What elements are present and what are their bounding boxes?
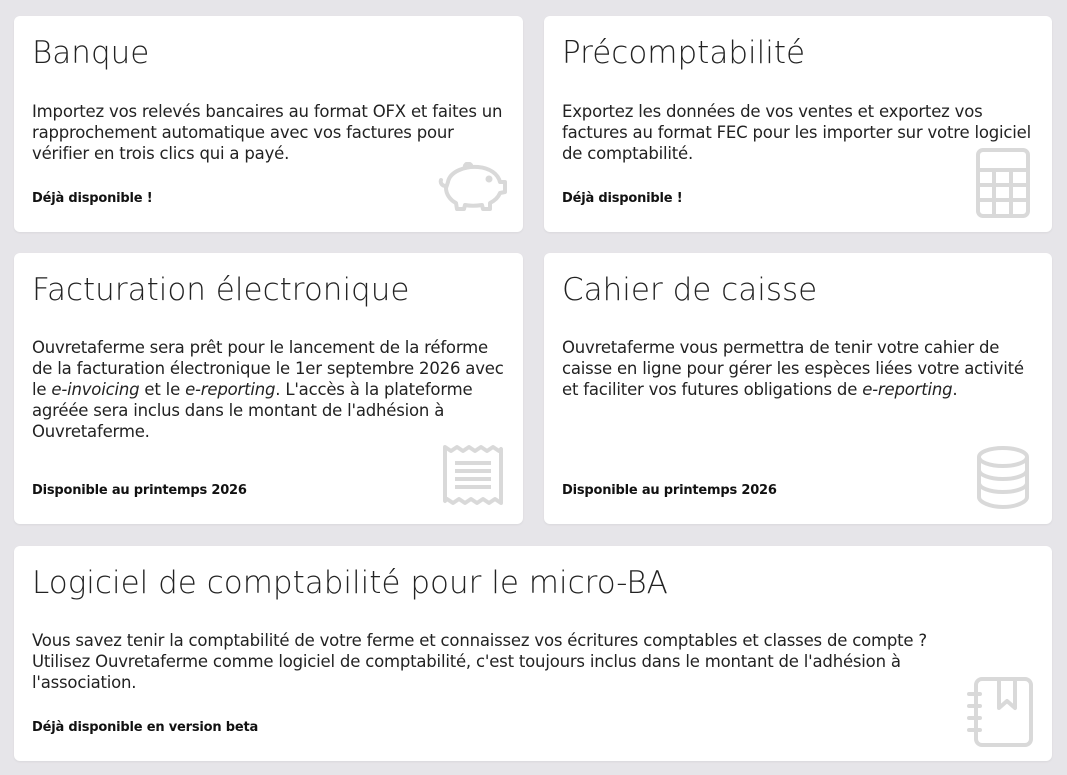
card-title: Facturation électronique	[32, 272, 410, 308]
card-description: Importez vos relevés bancaires au format OFX et faites un rapprochement automatique avec vos factures pour vérifier en trois clics qui a payé.	[32, 102, 503, 163]
status-label: Disponible au printemps 2026	[32, 483, 247, 498]
card-title: Cahier de caisse	[562, 272, 818, 308]
card-banque	[14, 16, 523, 232]
card-precomptabilite	[544, 16, 1052, 232]
status-label: Déjà disponible en version beta	[32, 720, 259, 735]
card-facturation-electronique	[14, 253, 523, 524]
calculator-icon	[976, 148, 1030, 218]
card-logiciel-comptabilite-micro-ba	[14, 546, 1052, 761]
card-title: Banque	[32, 35, 150, 71]
card-description: Vous savez tenir la comptabilité de votre ferme et connaissez vos écritures comptables et classes de compte ? Utilisez Ouvretaferme comme logiciel de comptabilité, c'est toujours inclus dans le montant de l'adhésion à l'association.	[32, 631, 927, 692]
card-description: Ouvretaferme vous permettra de tenir votre cahier de caisse en ligne pour gérer les espèces liées votre activité et faciliter vos futures obligations de e-reporting.	[562, 338, 1024, 399]
status-label: Disponible au printemps 2026	[562, 483, 777, 498]
receipt-icon	[442, 443, 504, 509]
coins-stack-icon	[975, 445, 1031, 511]
card-description: Exportez les données de vos ventes et exportez vos factures au format FEC pour les importer sur votre logiciel de comptabilité.	[562, 102, 1031, 163]
status-label: Déjà disponible !	[562, 191, 683, 206]
card-title: Précomptabilité	[562, 35, 806, 71]
card-cahier-de-caisse	[544, 253, 1052, 524]
piggy-bank-icon	[438, 162, 510, 212]
card-title: Logiciel de comptabilité pour le micro-BA	[32, 565, 668, 601]
status-label: Déjà disponible !	[32, 191, 153, 206]
notebook-bookmark-icon	[966, 676, 1034, 748]
card-description: Ouvretaferme sera prêt pour le lancement de la réforme de la facturation électronique le 1er septembre 2026 avec le e-invoicing et le e-reporting. L'accès à la plateforme agréée sera inclus dans le montant de l'adhésion à Ouvretaferme.	[32, 338, 504, 441]
